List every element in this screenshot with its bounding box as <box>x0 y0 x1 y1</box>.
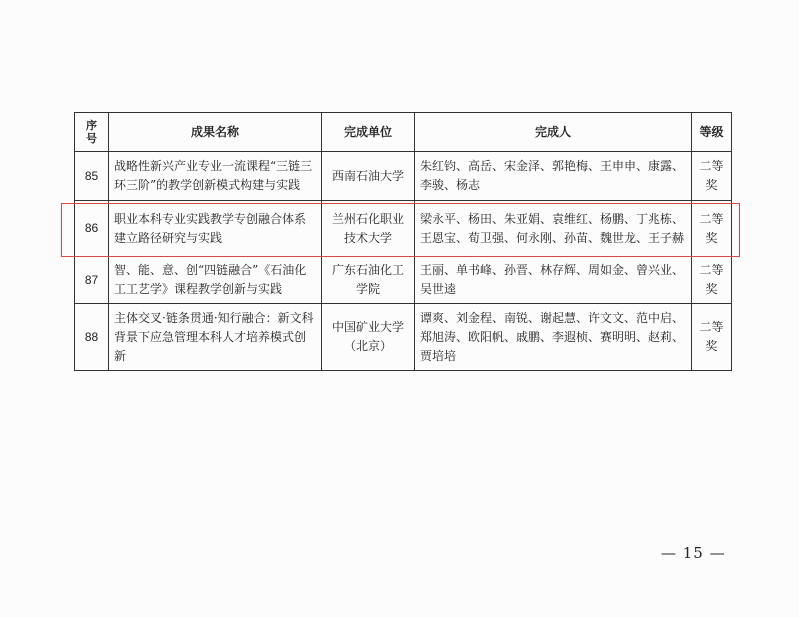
row-people: 王丽、单书峰、孙晋、林存辉、周如金、曾兴业、吴世逵 <box>415 257 692 304</box>
row-unit: 兰州石化职业技术大学 <box>322 201 415 257</box>
row-people: 朱红钧、高岳、宋金泽、郭艳梅、王申申、康露、李骏、杨志 <box>415 152 692 201</box>
table-header-row <box>75 113 732 152</box>
row-level: 二等奖 <box>692 304 732 371</box>
row-no: 86 <box>75 201 109 257</box>
row-title: 主体交叉·链条贯通·知行融合：新文科背景下应急管理本科人才培养模式创新 <box>109 304 322 371</box>
row-unit: 西南石油大学 <box>322 152 415 201</box>
table-row <box>75 201 732 257</box>
table-row <box>75 304 732 371</box>
row-level: 二等奖 <box>692 257 732 304</box>
header-level: 等级 <box>692 113 732 152</box>
row-unit: 广东石油化工学院 <box>322 257 415 304</box>
row-people: 谭爽、刘金程、南锐、谢起慧、许文文、范中启、郑旭涛、欧阳帆、戚鹏、李遐桢、赛明明、赵莉、贾培培 <box>415 304 692 371</box>
row-title: 职业本科专业实践教学专创融合体系建立路径研究与实践 <box>109 201 322 257</box>
row-no: 87 <box>75 257 109 304</box>
row-no: 85 <box>75 152 109 201</box>
row-unit: 中国矿业大学（北京） <box>322 304 415 371</box>
row-people: 梁永平、杨田、朱亚娟、袁维红、杨鹏、丁兆栋、王恩宝、荀卫强、何永刚、孙苗、魏世龙、王子赫 <box>415 201 692 257</box>
row-title: 战略性新兴产业专业一流课程“三链三环三阶”的教学创新模式构建与实践 <box>109 152 322 201</box>
header-people: 完成人 <box>415 113 692 152</box>
header-title: 成果名称 <box>109 113 322 152</box>
awards-table <box>74 112 732 371</box>
row-no: 88 <box>75 304 109 371</box>
row-level: 二等奖 <box>692 152 732 201</box>
row-level: 二等奖 <box>692 201 732 257</box>
table-row <box>75 257 732 304</box>
table-row <box>75 152 732 201</box>
page-number: — 15 — <box>661 544 726 562</box>
row-title: 智、能、意、创“四链融合”《石油化工工艺学》课程教学创新与实践 <box>109 257 322 304</box>
header-no: 序号 <box>75 113 109 152</box>
header-unit: 完成单位 <box>322 113 415 152</box>
